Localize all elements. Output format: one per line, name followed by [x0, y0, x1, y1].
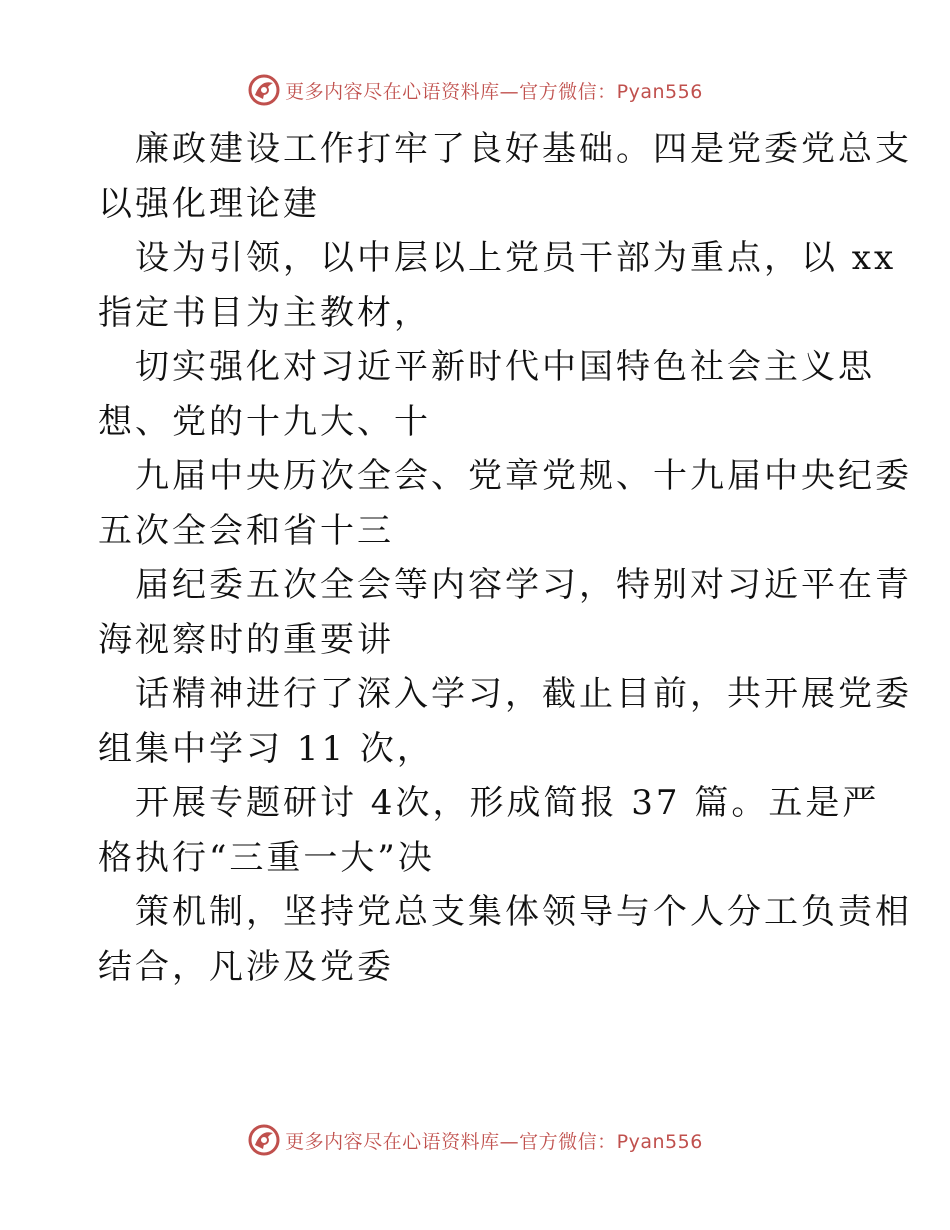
- paragraph: [0, 667, 950, 776]
- document-body: [0, 122, 950, 994]
- paragraph-line: 设为引领，以中层以上党员干部为重点，以 xx: [135, 238, 897, 278]
- paragraph-line: 以强化理论建: [98, 183, 320, 224]
- paragraph: [0, 885, 950, 994]
- watermark-text: 更多内容尽在心语资料库—官方微信：Pyan556: [285, 80, 703, 103]
- paragraph-line: 策机制，坚持党总支集体领导与个人分工负责相: [135, 892, 912, 932]
- paragraph: [0, 231, 950, 340]
- paragraph-line: 话精神进行了深入学习，截止目前，共开展党委: [135, 674, 912, 714]
- paragraph-line: 组集中学习 11 次，: [98, 728, 434, 769]
- paragraph-line: 廉政建设工作打牢了良好基础。四是党委党总支: [135, 129, 912, 169]
- paragraph-line: 届纪委五次全会等内容学习，特别对习近平在青: [135, 565, 912, 605]
- paragraph-line: 切实强化对习近平新时代中国特色社会主义思: [135, 347, 875, 387]
- paragraph-line: 想、党的十九大、十: [98, 401, 431, 442]
- watermark-footer: [0, 1120, 950, 1160]
- paragraph: [0, 558, 950, 667]
- paragraph-line: 格执行“三重一大”决: [98, 837, 435, 878]
- paragraph: [0, 776, 950, 885]
- paragraph: [0, 340, 950, 449]
- watermark-text: 更多内容尽在心语资料库—官方微信：Pyan556: [285, 1130, 703, 1153]
- paragraph-line: 五次全会和省十三: [98, 510, 394, 551]
- paragraph-line: 九届中央历次全会、党章党规、十九届中央纪委: [135, 456, 912, 496]
- red-swirl-logo-icon: [247, 73, 281, 107]
- paragraph: [0, 449, 950, 558]
- paragraph-line: 海视察时的重要讲: [98, 619, 394, 660]
- red-swirl-logo-icon: [247, 1123, 281, 1157]
- paragraph-line: 结合，凡涉及党委: [98, 946, 394, 987]
- paragraph-line: 开展专题研讨 4次，形成简报 37 篇。五是严: [135, 783, 880, 823]
- paragraph-line: 指定书目为主教材，: [98, 292, 431, 333]
- paragraph: [0, 122, 950, 231]
- watermark-header: [0, 70, 950, 110]
